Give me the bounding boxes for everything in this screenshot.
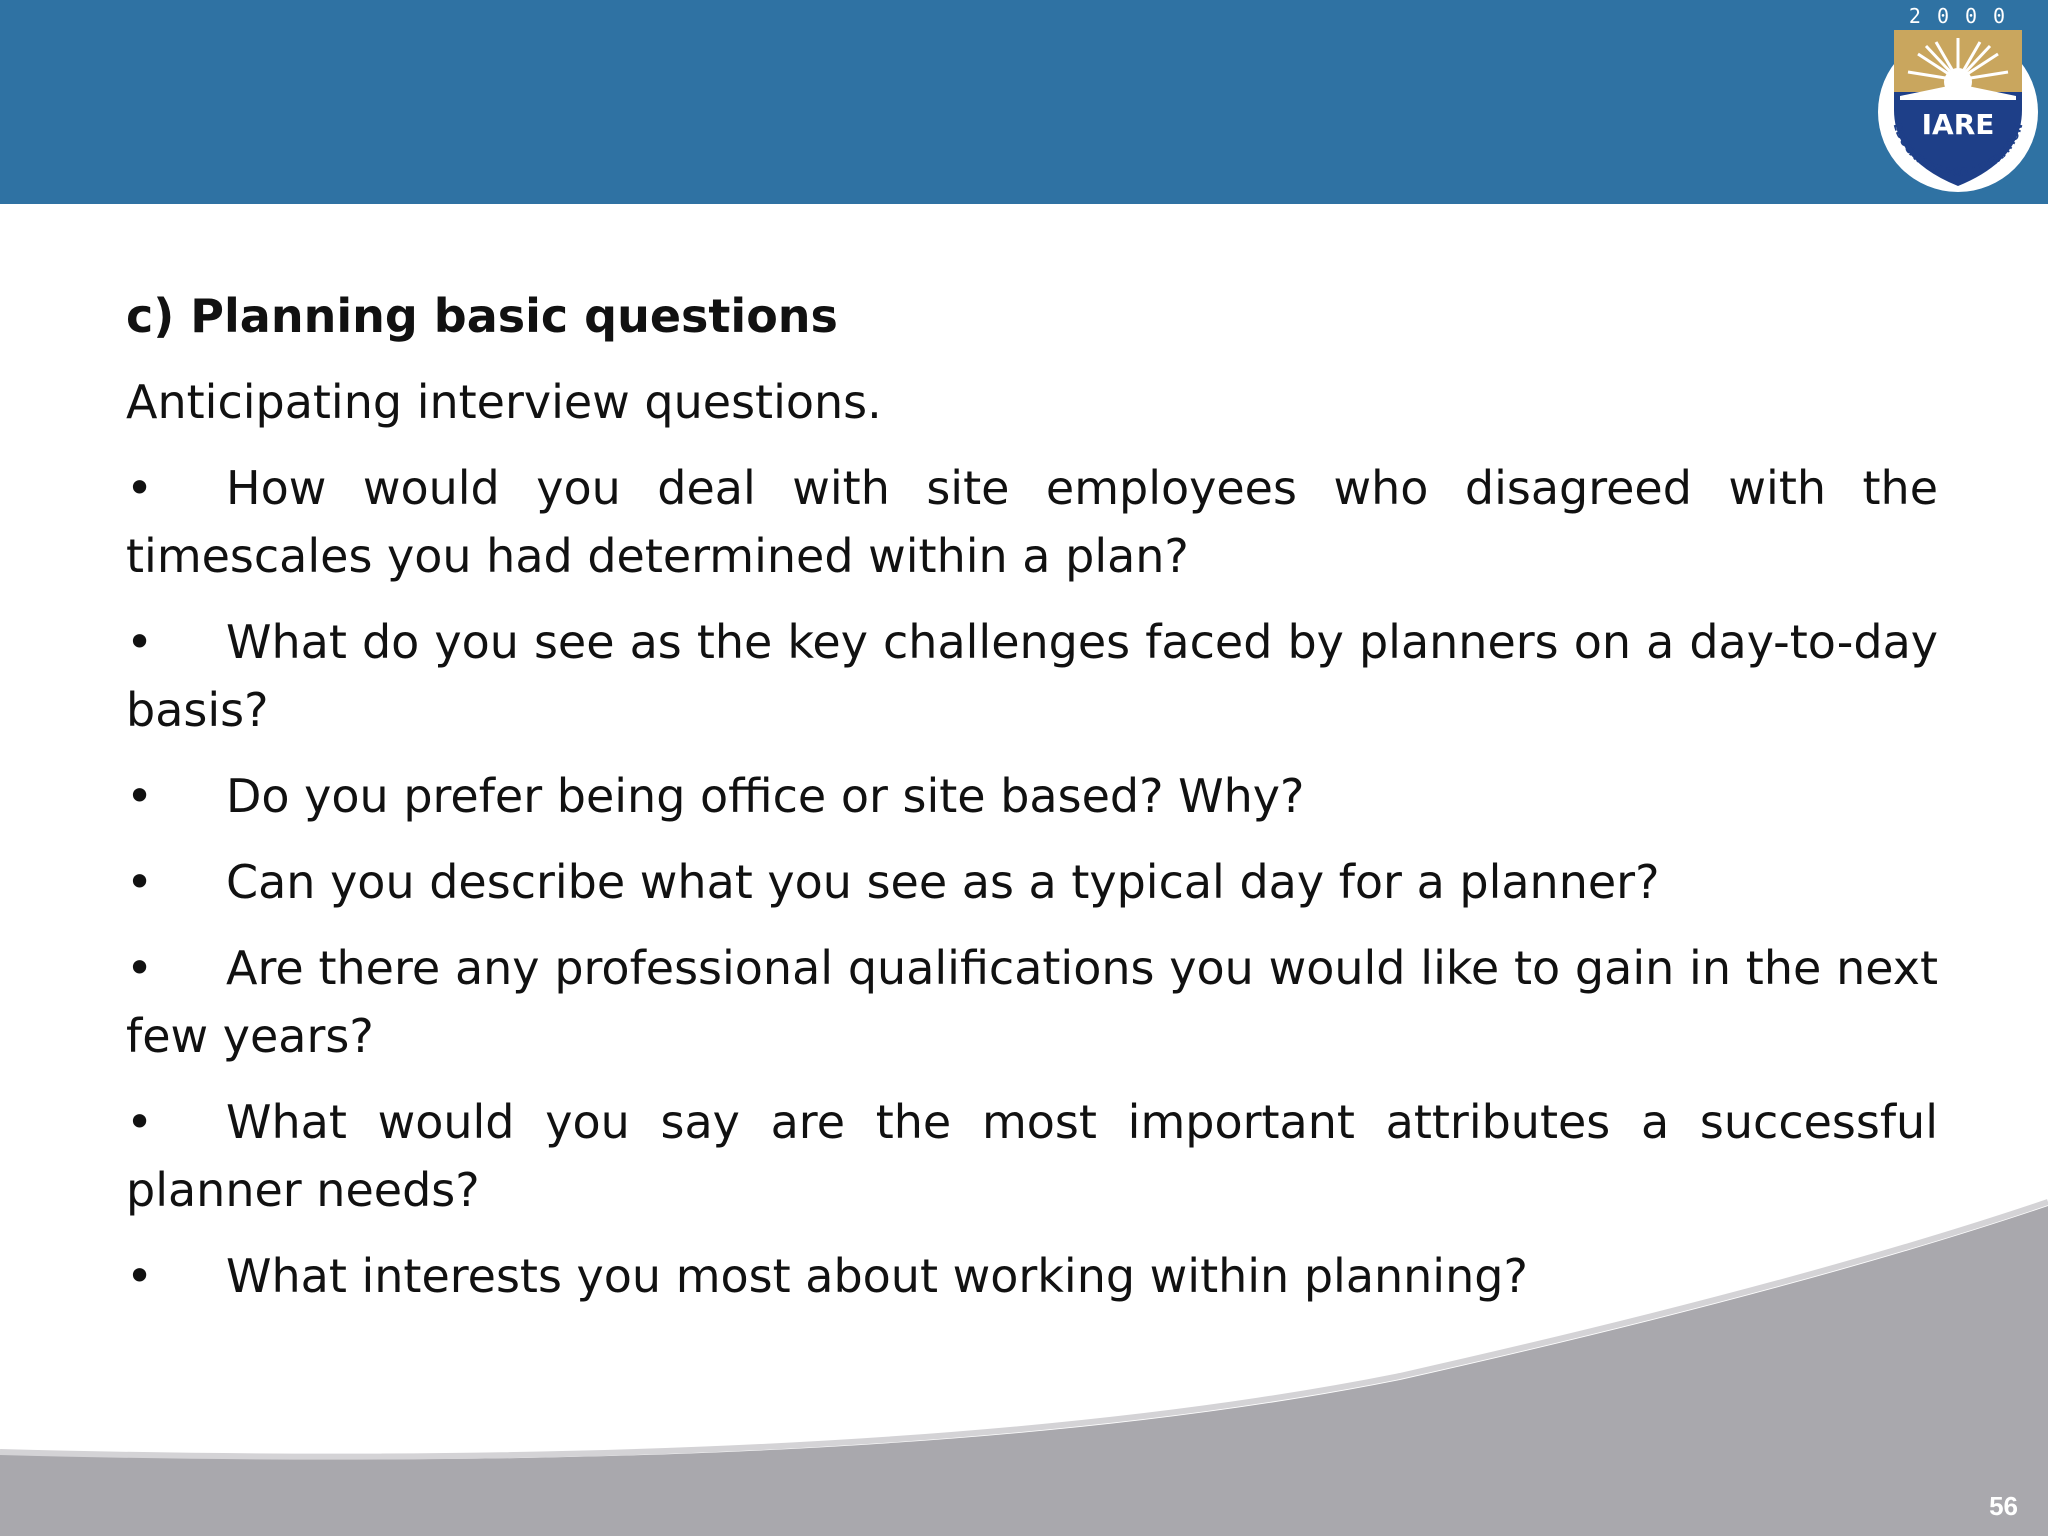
question-item xyxy=(126,454,1938,590)
bullet: • xyxy=(126,461,154,515)
question-item xyxy=(126,762,1938,830)
iare-logo xyxy=(1866,0,2048,204)
question-item xyxy=(126,848,1938,916)
question-text: Are there any professional qualifications you would like to gain in the next few years? xyxy=(126,941,1938,1063)
slide-heading: c) Planning basic questions xyxy=(126,289,838,343)
question-text: How would you deal with site employees who disagreed with the timescales you had determined within a plan? xyxy=(126,461,1938,583)
logo-motto: EDUCATION FOR LIBERATION xyxy=(1890,121,2026,180)
question-text: What would you say are the most important attributes a successful planner needs? xyxy=(126,1095,1938,1217)
page-number: 56 xyxy=(1989,1491,2018,1521)
bullet: • xyxy=(126,769,154,823)
bullet: • xyxy=(126,941,154,995)
footer-swoosh xyxy=(0,1180,2048,1536)
question-text: What interests you most about working within planning? xyxy=(226,1249,1528,1303)
question-text: Can you describe what you see as a typical day for a planner? xyxy=(226,855,1660,909)
slide-content xyxy=(126,286,1938,1328)
question-item xyxy=(126,608,1938,744)
question-text: Do you prefer being office or site based? Why? xyxy=(226,769,1305,823)
bullet: • xyxy=(126,1095,154,1149)
logo-year: 2000 xyxy=(1908,4,2022,28)
bullet: • xyxy=(126,1249,154,1303)
logo-name: IARE xyxy=(1921,108,1995,141)
question-item xyxy=(126,934,1938,1070)
question-text: What do you see as the key challenges faced by planners on a day-to-day basis? xyxy=(126,615,1938,737)
bullet: • xyxy=(126,855,154,909)
slide-intro: Anticipating interview questions. xyxy=(126,375,882,429)
header-bar xyxy=(0,0,2048,204)
iare-emblem xyxy=(1866,0,2048,204)
bullet: • xyxy=(126,615,154,669)
